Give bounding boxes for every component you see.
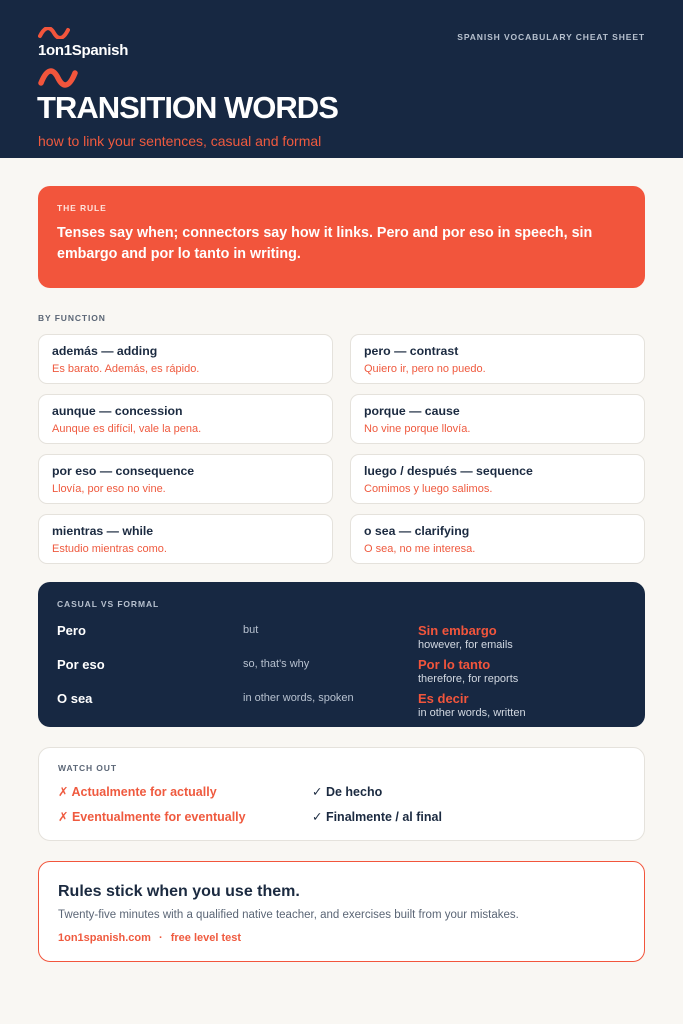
wrong-usage: ✗ Eventualmente for eventually [58, 810, 246, 824]
function-head: luego / después — sequence [364, 464, 533, 478]
casual-gloss: so, that's why [243, 658, 310, 670]
casual-formal-row [38, 657, 645, 687]
rule-label: THE RULE [57, 203, 107, 213]
function-example: Llovía, por eso no vine. [52, 483, 166, 495]
function-card [350, 334, 645, 384]
casual-formal-row [38, 691, 645, 721]
casual-term: O sea [57, 691, 93, 706]
cta-card [38, 861, 645, 962]
function-card [38, 454, 333, 504]
function-example: Es barato. Además, es rápido. [52, 363, 200, 375]
function-example: Quiero ir, pero no puedo. [364, 363, 486, 375]
function-head: aunque — concession [52, 404, 183, 418]
function-card [38, 394, 333, 444]
casual-formal-row [38, 623, 645, 653]
wave-accent-icon [38, 68, 78, 88]
cta-links [58, 932, 241, 944]
function-card [38, 514, 333, 564]
correct-usage: ✓ Finalmente / al final [312, 810, 442, 824]
casual-formal-card [38, 582, 645, 727]
function-head: por eso — consequence [52, 464, 195, 478]
function-head: o sea — clarifying [364, 524, 470, 538]
casual-term: Por eso [57, 657, 105, 672]
function-example: No vine porque llovía. [364, 423, 471, 435]
formal-note: therefore, for reports [418, 673, 519, 685]
function-example: Aunque es difícil, vale la pena. [52, 423, 202, 435]
wrong-usage: ✗ Actualmente for actually [58, 785, 217, 799]
function-card [350, 394, 645, 444]
correct-usage: ✓ De hecho [312, 785, 383, 799]
function-example: Comimos y luego salimos. [364, 483, 493, 495]
by-function-label: BY FUNCTION [38, 313, 106, 323]
casual-gloss: but [243, 624, 259, 636]
wave-logo-icon [38, 27, 70, 39]
function-example: O sea, no me interesa. [364, 543, 476, 555]
casual-gloss: in other words, spoken [243, 692, 354, 704]
formal-term: Por lo tanto [418, 657, 491, 672]
function-head: porque — cause [364, 404, 460, 418]
function-card [38, 334, 333, 384]
watch-out-card [38, 747, 645, 841]
casual-formal-label: CASUAL VS FORMAL [57, 599, 160, 609]
brand-logo[interactable]: 1on1Spanish [38, 42, 129, 59]
function-example: Estudio mientras como. [52, 543, 167, 555]
level-test-link[interactable]: free level test [170, 932, 242, 944]
header-banner [0, 0, 683, 158]
page-title: TRANSITION WORDS [37, 90, 338, 125]
function-head: además — adding [52, 344, 158, 358]
watch-out-label: WATCH OUT [58, 763, 117, 773]
function-card [350, 514, 645, 564]
cta-text: Twenty-five minutes with a qualified native teacher, and exercises built from your mistakes. [58, 909, 519, 921]
page-subtitle: how to link your sentences, casual and formal [38, 133, 322, 149]
rule-card [38, 186, 645, 288]
function-card [350, 454, 645, 504]
formal-note: in other words, written [418, 707, 526, 719]
function-head: mientras — while [52, 524, 154, 538]
rule-text: Tenses say when; connectors say how it links. Pero and por eso in speech, sin embargo and por lo tanto in writing. [57, 225, 593, 262]
link-separator: · [158, 932, 163, 944]
function-head: pero — contrast [364, 344, 459, 358]
site-link[interactable]: 1on1spanish.com [58, 932, 151, 944]
sheet-kicker: SPANISH VOCABULARY CHEAT SHEET [457, 32, 645, 42]
formal-term: Es decir [418, 691, 469, 706]
casual-term: Pero [57, 623, 86, 638]
cta-title: Rules stick when you use them. [58, 883, 300, 900]
formal-term: Sin embargo [418, 623, 497, 638]
formal-note: however, for emails [418, 639, 513, 651]
